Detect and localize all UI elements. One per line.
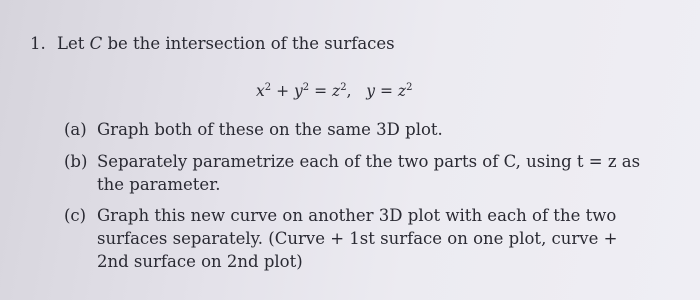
part-a-line-1: Graph both of these on the same 3D plot.	[97, 120, 443, 139]
eq-exp-y: 2	[302, 82, 310, 93]
eq-exp-z-2: 2	[406, 82, 413, 93]
part-b-line-2: the parameter.	[97, 175, 221, 194]
eq-separator: ,	[346, 82, 352, 100]
eq-y: y	[294, 82, 303, 100]
eq-y-2: y	[366, 82, 376, 100]
eq-exp-z: 2	[340, 82, 347, 93]
eq-equals-1: =	[314, 82, 328, 100]
stem-variable: C	[89, 34, 103, 53]
problem-stem	[57, 34, 395, 53]
part-a	[64, 118, 664, 144]
part-b-label: (b)	[64, 152, 88, 171]
part-c-line-2: surfaces separately. (Curve + 1st surface on one plot, curve +	[97, 229, 618, 248]
part-c-text	[97, 204, 617, 273]
part-b-line-1: Separately parametrize each of the two parts of C, using t = z as	[97, 152, 641, 171]
problem-number: 1.	[30, 34, 46, 53]
part-b-text	[97, 150, 640, 196]
eq-plus: +	[276, 82, 290, 100]
part-c-line-1: Graph this new curve on another 3D plot with each of the two	[97, 206, 617, 225]
eq-x: x	[256, 82, 265, 100]
stem-prefix: Let	[57, 34, 85, 53]
part-a-label: (a)	[64, 120, 87, 139]
eq-z: z	[332, 82, 341, 100]
part-c	[64, 204, 664, 274]
eq-exp-x: 2	[264, 82, 272, 93]
surface-equations	[256, 82, 412, 100]
eq-z-2: z	[397, 82, 407, 100]
part-a-text	[97, 118, 443, 141]
part-b	[64, 150, 664, 198]
stem-suffix: be the intersection of the surfaces	[107, 34, 395, 53]
part-c-line-3: 2nd surface on 2nd plot)	[97, 252, 303, 271]
eq-equals-2: =	[379, 82, 393, 100]
part-c-label: (c)	[64, 206, 87, 225]
